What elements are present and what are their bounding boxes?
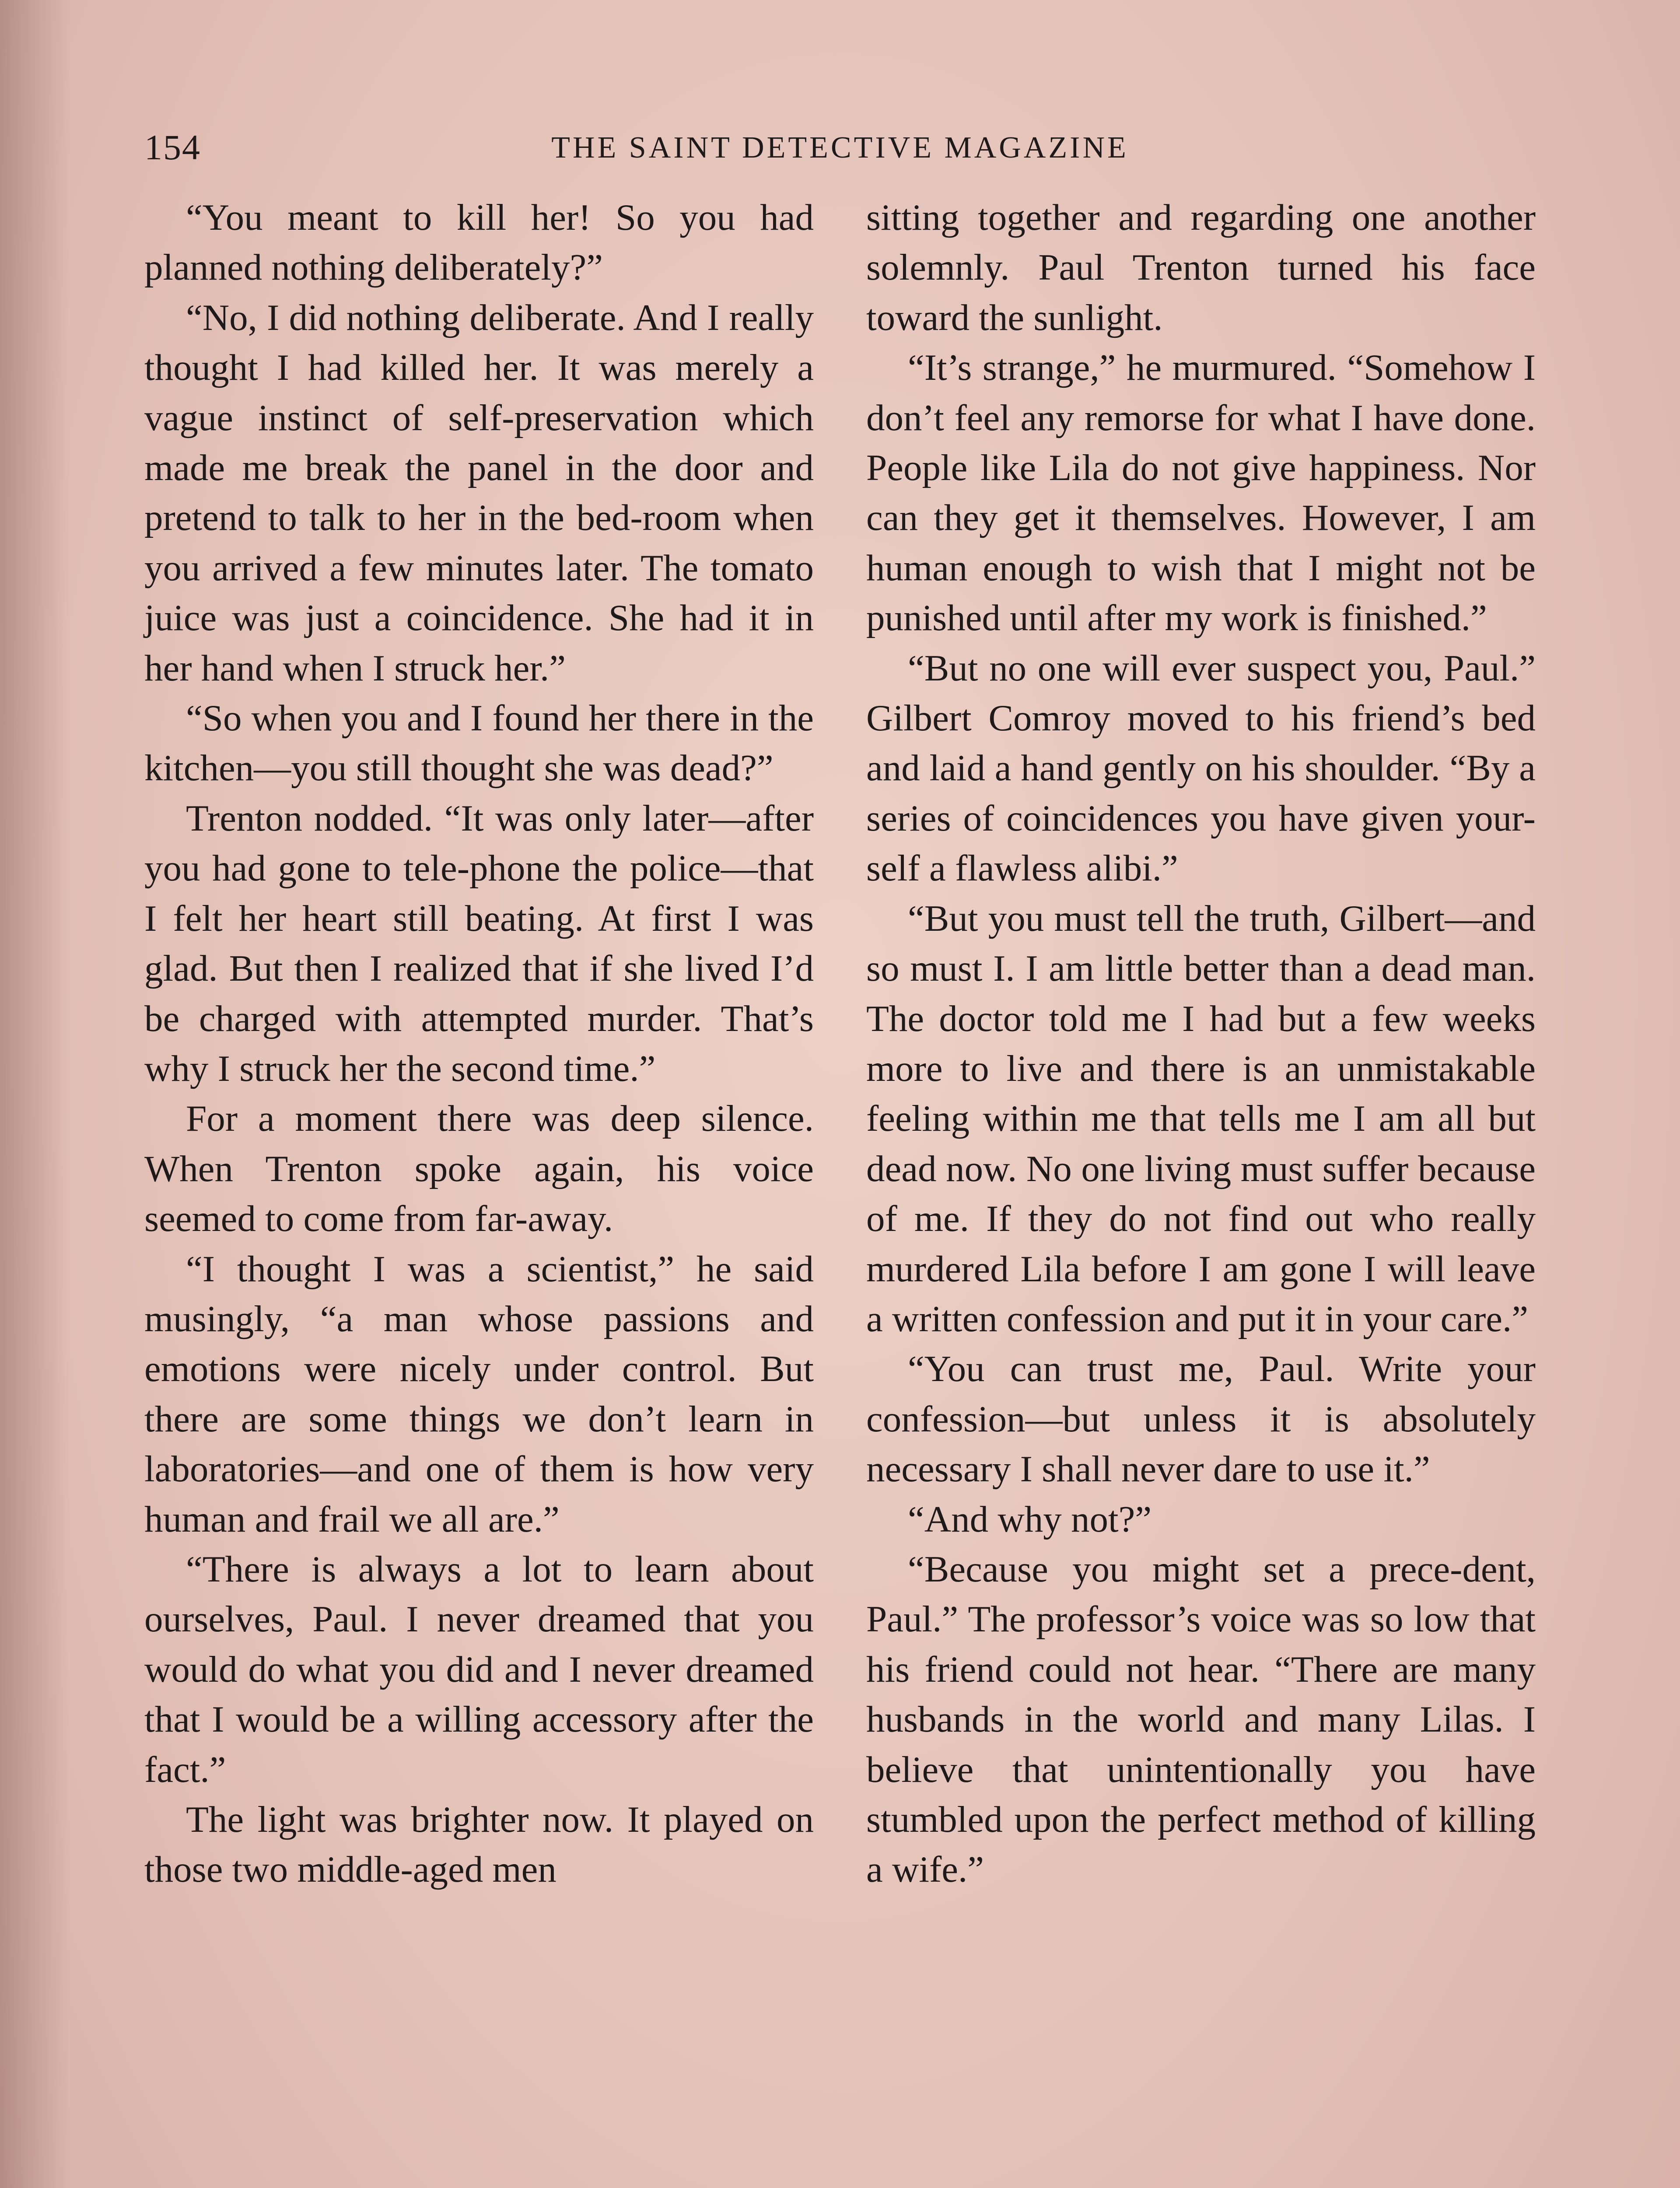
paragraph: Trenton nodded. “It was only later—after you had gone to tele-phone the police—that I felt her heart still beating. At first I was glad. But then I realized that if she lived I’d be charged with attempted murder. That’s why I struck her the second time.” <box>144 797 814 1089</box>
paragraph: The light was brighter now. It played on those two middle-aged men <box>144 1799 814 1890</box>
paragraph: “So when you and I found her there in the kitchen—you still thought she was dead?” <box>144 698 814 789</box>
running-head: THE SAINT DETECTIVE MAGAZINE <box>551 131 1129 165</box>
paragraph: “There is always a lot to learn about ourselves, Paul. I never dreamed that you would do what you did and I never dreamed that I would be a willing accessory after the fact.” <box>144 1548 814 1790</box>
paragraph: “And why not?” <box>908 1498 1152 1540</box>
paragraph: For a moment there was deep silence. When Trenton spoke again, his voice seemed to come from far-away. <box>144 1098 814 1240</box>
paragraph: “But no one will ever suspect you, Paul.” Gilbert Comroy moved to his friend’s bed and laid a hand gently on his shoulder. “By a series of coincidences you have given your-self a flawless alibi.” <box>866 647 1536 889</box>
page-edge-shadow <box>0 0 70 2188</box>
right-column <box>866 193 1536 1895</box>
left-column <box>144 193 814 1895</box>
paragraph: “Because you might set a prece-dent, Paul.” The professor’s voice was so low that his friend could not hear. “There are many husbands in the world and many Lilas. I believe that unintentionally you have stumbled upon the perfect method of killing a wife.” <box>866 1548 1536 1890</box>
page-number: 154 <box>144 127 201 167</box>
page-header <box>144 127 1536 175</box>
paragraph: sitting together and regarding one another solemnly. Paul Trenton turned his face toward the sunlight. <box>866 197 1536 338</box>
paragraph: “But you must tell the truth, Gilbert—and so must I. I am little better than a dead man. The doctor told me I had but a few weeks more to live and there is an unmistakable feeling within me that tells me I am all but dead now. No one living must suffer because of me. If they do not find out who really murdered Lila before I am gone I will leave a written confession and put it in your care.” <box>866 898 1536 1339</box>
paragraph: “I thought I was a scientist,” he said musingly, “a man whose passions and emotions were nicely under control. But there are some things we don’t learn in laboratories—and one of them is how very human and frail we all are.” <box>144 1248 814 1540</box>
paragraph: “No, I did nothing deliberate. And I really thought I had killed her. It was merely a vague instinct of self-preservation which made me break the panel in the door and pretend to talk to her in the bed-room when you arrived a few minutes later. The tomato juice was just a coincidence. She had it in her hand when I struck her.” <box>144 297 814 689</box>
paragraph: “You meant to kill her! So you had planned nothing deliberately?” <box>144 197 814 288</box>
paragraph: “You can trust me, Paul. Write your confession—but unless it is absolutely necessary I shall never dare to use it.” <box>866 1348 1536 1490</box>
paragraph: “It’s strange,” he murmured. “Somehow I don’t feel any remorse for what I have done. People like Lila do not give happiness. Nor can they get it themselves. However, I am human enough to wish that I might not be punished until after my work is finished.” <box>866 347 1536 639</box>
